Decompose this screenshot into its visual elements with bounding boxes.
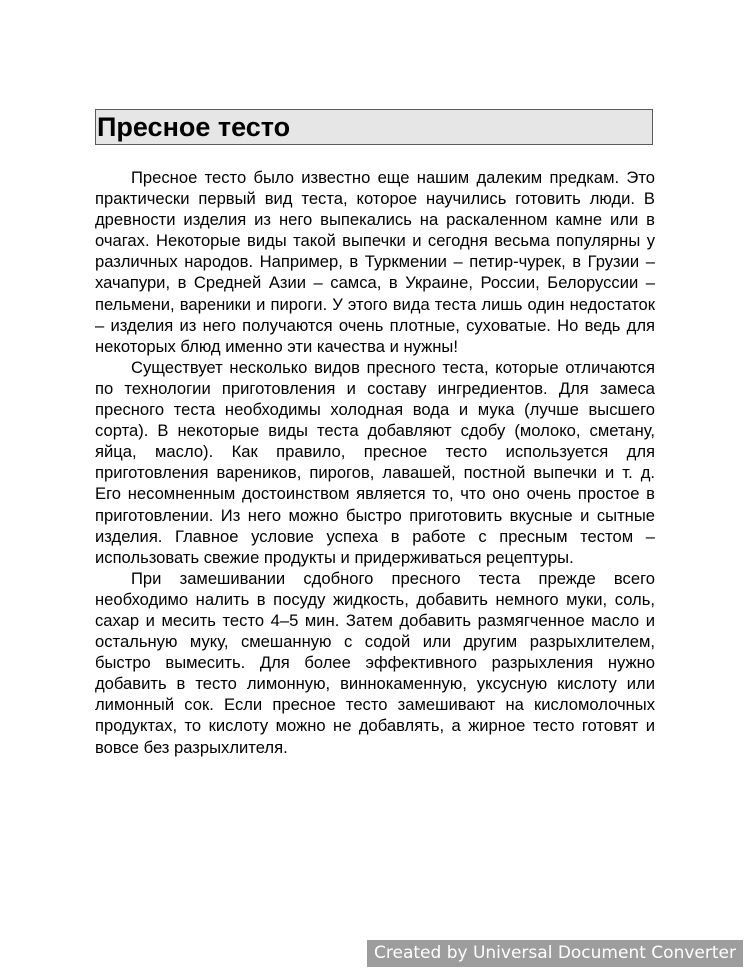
converter-watermark: Created by Universal Document Converter	[367, 940, 743, 967]
body-text	[95, 167, 655, 758]
paragraph-1: Пресное тесто было известно еще нашим далеким предкам. Это практически первый вид теста, которое научились готовить люди. В древности изделия из него выпекались на раскаленном камне или в очагах. Некоторые виды такой выпечки и сегодня весьма популярны у различных народов. Например, в Туркмении – петир-чурек, в Грузии – хачапури, в Средней Азии – самса, в Украине, России, Белоруссии – пельмени, вареники и пироги. У этого вида теста лишь один недостаток – изделия из него получаются очень плотные, суховатые. Но ведь для некоторых блюд именно эти качества и нужны!	[95, 168, 655, 356]
paragraph-2: Существует несколько видов пресного теста, которые отличаются по технологии приготовления и составу ингредиентов. Для замеса пресного теста необходимы холодная вода и мука (лучше высшего сорта). В некоторые виды теста добавляют сдобу (молоко, сметану, яйца, масло). Как правило, пресное тесто используется для приготовления вареников, пирогов, лавашей, постной выпечки и т. д. Его несомненным достоинством является то, что оно очень простое в приготовлении. Из него можно быстро приготовить вкусные и сытные изделия. Главное условие успеха в работе с пресным тестом – использовать свежие продукты и придерживаться рецептуры.	[95, 357, 655, 567]
paragraph-3: При замешивании сдобного пресного теста прежде всего необходимо налить в посуду жидкость, добавить немного муки, соль, сахар и месить тесто 4–5 мин. Затем добавить размягченное масло и остальную муку, смешанную с содой или другим разрыхлителем, быстро вымесить. Для более эффективного разрыхления нужно добавить в тесто лимонную, виннокаменную, уксусную кислоту или лимонный сок. Если пресное тесто замешивают на кисломолочных продуктах, то кислоту можно не добавлять, а жирное тесто готовят и вовсе без разрыхлителя.	[95, 568, 655, 757]
section-heading-box	[95, 109, 653, 145]
section-heading: Пресное тесто	[97, 112, 291, 142]
